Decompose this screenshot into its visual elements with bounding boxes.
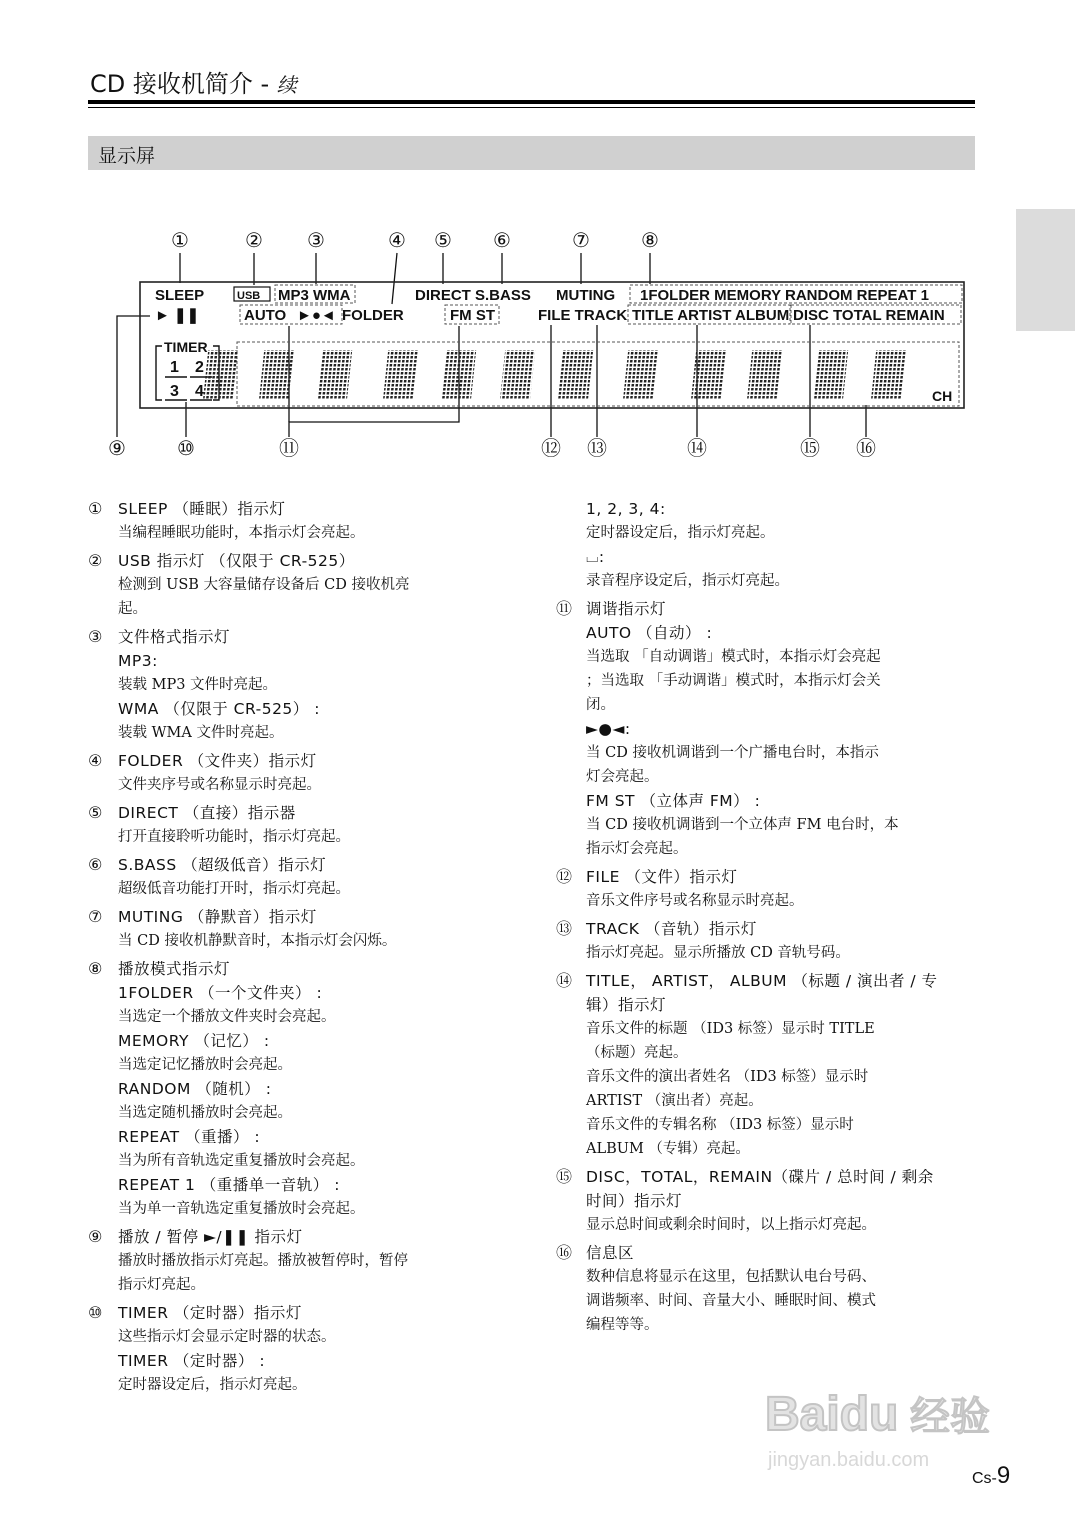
display-diagram xyxy=(0,0,1075,480)
item-title: DISC，TOTAL，REMAIN（碟片 / 总时间 / 剩余 xyxy=(586,1168,934,1186)
callout-6: ⑥ xyxy=(493,228,511,252)
item-number: ② xyxy=(88,551,103,570)
timer-block xyxy=(164,339,208,400)
item-text: 文件夹序号或名称显示时亮起。 xyxy=(118,777,321,793)
item-title-continued: 辑）指示灯 xyxy=(586,996,667,1014)
sub-item-title: ⌴: xyxy=(586,548,605,566)
list-item xyxy=(88,749,488,797)
item-title: TITLE， ARTIST， ALBUM （标题 / 演出者 / 专 xyxy=(586,972,938,990)
sub-item-text: 当为所有音轨选定重复播放时会亮起。 xyxy=(118,1153,365,1169)
sub-item-title: REPEAT 1 （重播单一音轨） : xyxy=(118,1176,340,1194)
item-text: 播放时播放指示灯亮起。播放被暂停时，暂停 xyxy=(118,1253,408,1269)
sub-item-text: 定时器设定后，指示灯亮起。 xyxy=(586,525,775,541)
item-text: 检测到 USB 大容量储存设备后 CD 接收机亮 xyxy=(118,577,410,593)
item-number: ⑩ xyxy=(88,1303,103,1322)
item-title: 播放 / 暂停 ►/❚❚ 指示灯 xyxy=(118,1228,303,1246)
sub-item-text: 灯会亮起。 xyxy=(586,769,659,785)
item-text: 起。 xyxy=(118,601,147,617)
callout-7: ⑦ xyxy=(572,228,590,252)
item-text: （标题）亮起。 xyxy=(586,1045,688,1061)
list-item xyxy=(556,865,976,913)
callout-2: ② xyxy=(245,228,263,252)
item-text: 这些指示灯会显示定时器的状态。 xyxy=(118,1329,336,1345)
item-title: DIRECT （直接）指示器 xyxy=(118,804,296,822)
item-text: 音乐文件的标题 （ID3 标签）显示时 TITLE xyxy=(586,1021,875,1037)
sub-item-title: RANDOM （随机） : xyxy=(118,1080,272,1098)
callout-10: ⑩ xyxy=(177,436,195,460)
item-text: 音乐文件序号或名称显示时亮起。 xyxy=(586,893,804,909)
segment-digits xyxy=(203,350,906,400)
timer-3: 3 xyxy=(170,383,179,400)
usb-label: USB xyxy=(237,290,261,302)
item-title: TIMER （定时器）指示灯 xyxy=(118,1304,302,1322)
list-item xyxy=(88,625,488,745)
sub-item-text: 指示灯会亮起。 xyxy=(586,841,688,857)
callout-12: ⑫ xyxy=(541,436,561,460)
item-text: ARTIST （演出者）亮起。 xyxy=(586,1093,763,1109)
item-number: ⑨ xyxy=(88,1227,103,1246)
callout-1: ① xyxy=(171,228,189,252)
sleep-label: SLEEP xyxy=(155,287,205,304)
callout-16: ⑯ xyxy=(856,436,876,460)
callout-11: ⑪ xyxy=(279,436,299,460)
item-number: ⑤ xyxy=(88,803,103,822)
page-num: 9 xyxy=(996,1462,1011,1489)
item-title: 播放模式指示灯 xyxy=(118,960,231,978)
list-item xyxy=(556,1241,976,1337)
item-title: TRACK （音轨）指示灯 xyxy=(586,920,757,938)
tune-label: ►●◄ xyxy=(297,307,336,324)
callout-13: ⑬ xyxy=(587,436,607,460)
item-text: 打开直接聆听功能时，指示灯亮起。 xyxy=(118,829,350,845)
item-title: FILE （文件）指示灯 xyxy=(586,868,738,886)
sub-item-text: 当 CD 接收机调谐到一个广播电台时，本指示 xyxy=(586,745,879,761)
fmst-label: FM ST xyxy=(450,307,495,324)
sub-item-text: 当 CD 接收机调谐到一个立体声 FM 电台时，本 xyxy=(586,817,899,833)
timer-4: 4 xyxy=(195,383,204,400)
spacer xyxy=(88,1397,488,1401)
item-title: 信息区 xyxy=(586,1244,635,1262)
item-number: ① xyxy=(88,499,103,518)
list-item xyxy=(88,905,488,953)
list-item xyxy=(556,917,976,965)
sub-item-text: 闭。 xyxy=(586,697,615,713)
disc-total-remain-label: DISC TOTAL REMAIN xyxy=(793,307,945,324)
callout-4: ④ xyxy=(388,228,406,252)
item-text: 显示总时间或剩余时间时，以上指示灯亮起。 xyxy=(586,1217,876,1233)
item-text: 指示灯亮起。 xyxy=(118,1277,205,1293)
watermark-brand: Baidu xyxy=(765,1388,899,1441)
mp3-wma-label: MP3 WMA xyxy=(278,287,351,304)
timer-2: 2 xyxy=(195,359,204,376)
item-number: ⑬ xyxy=(556,919,573,938)
item-text: 音乐文件的演出者姓名 （ID3 标签）显示时 xyxy=(586,1069,869,1085)
item-text: 当 CD 接收机静默音时，本指示灯会闪烁。 xyxy=(118,933,397,949)
page-prefix: Cs- xyxy=(972,1470,997,1487)
item-number: ⑪ xyxy=(556,599,573,618)
item-number: ⑦ xyxy=(88,907,103,926)
muting-label: MUTING xyxy=(556,287,616,304)
file-track-label: FILE TRACK xyxy=(538,307,628,324)
callout-3: ③ xyxy=(307,228,325,252)
sub-item-title: TIMER （定时器） : xyxy=(118,1352,266,1370)
list-item xyxy=(88,1301,488,1397)
auto-label: AUTO xyxy=(244,307,287,324)
direct-sbass-label: DIRECT S.BASS xyxy=(415,287,531,304)
modes-label: 1FOLDER MEMORY RANDOM REPEAT 1 xyxy=(640,287,929,304)
sub-item-text: ；当选取 「手动调谐」模式时，本指示灯会关 xyxy=(586,673,881,689)
list-item xyxy=(556,1165,976,1237)
title-artist-album-label: TITLE ARTIST ALBUM xyxy=(632,307,790,324)
header-separator: - xyxy=(252,70,277,98)
list-item xyxy=(88,549,488,621)
sub-item-text: 当选取 「自动调谐」模式时，本指示灯会亮起 xyxy=(586,649,881,665)
item-text: 音乐文件的专辑名称 （ID3 标签）显示时 xyxy=(586,1117,854,1133)
list-item xyxy=(556,597,976,861)
callout-8: ⑧ xyxy=(641,228,659,252)
play-pause-label: ► ❚❚ xyxy=(155,307,200,324)
item-title: SLEEP （睡眠）指示灯 xyxy=(118,500,286,518)
list-item xyxy=(556,497,976,593)
page-number xyxy=(972,1462,1010,1490)
item-number: ④ xyxy=(88,751,103,770)
sub-item-text: 当选定一个播放文件夹时会亮起。 xyxy=(118,1009,336,1025)
sub-item-title: ►●◄: xyxy=(586,720,631,738)
item-number: ⑭ xyxy=(556,971,573,990)
section-title: 显示屏 xyxy=(98,145,156,167)
item-title: FOLDER （文件夹）指示灯 xyxy=(118,752,317,770)
header-continued: 续 xyxy=(276,73,297,97)
callout-14: ⑭ xyxy=(687,436,707,460)
item-text: ALBUM （专辑）亮起。 xyxy=(586,1141,750,1157)
folder-label: FOLDER xyxy=(342,307,404,324)
callout-15: ⑮ xyxy=(800,436,820,460)
item-text: 调谐频率、时间、音量大小、睡眠时间、模式 xyxy=(586,1293,876,1309)
sub-item-text: 当为单一音轨选定重复播放时会亮起。 xyxy=(118,1201,365,1217)
list-item xyxy=(88,497,488,545)
list-item xyxy=(88,957,488,1221)
item-title: MUTING （静默音）指示灯 xyxy=(118,908,317,926)
item-number: ⑫ xyxy=(556,867,573,886)
item-title: 文件格式指示灯 xyxy=(118,628,231,646)
item-title: 调谐指示灯 xyxy=(586,600,667,618)
item-title: USB 指示灯 （仅限于 CR-525） xyxy=(118,552,355,570)
list-item xyxy=(88,801,488,849)
item-number: ⑯ xyxy=(556,1243,573,1262)
spacer xyxy=(556,1337,976,1341)
sub-item-text: 定时器设定后，指示灯亮起。 xyxy=(118,1377,307,1393)
sub-item-title: MP3: xyxy=(118,652,158,670)
left-column xyxy=(88,497,488,1401)
item-number: ③ xyxy=(88,627,103,646)
header-title: CD 接收机简介 xyxy=(90,70,253,98)
sub-item-text: 装载 MP3 文件时亮起。 xyxy=(118,677,278,693)
item-text: 超级低音功能打开时，指示灯亮起。 xyxy=(118,881,350,897)
sub-item-text: 装载 WMA 文件时亮起。 xyxy=(118,725,284,741)
sub-item-text: 当选定随机播放时会亮起。 xyxy=(118,1105,292,1121)
callout-9: ⑨ xyxy=(108,436,126,460)
ch-label: CH xyxy=(932,388,953,404)
list-item xyxy=(556,969,976,1161)
watermark-cn: 经验 xyxy=(910,1394,990,1440)
item-number: ⑧ xyxy=(88,959,103,978)
sub-item-title: 1, 2, 3, 4: xyxy=(586,500,666,518)
item-text: 当编程睡眠功能时，本指示灯会亮起。 xyxy=(118,525,365,541)
item-title-continued: 时间）指示灯 xyxy=(586,1192,683,1210)
right-column xyxy=(556,497,976,1341)
sub-item-title: WMA （仅限于 CR-525） : xyxy=(118,700,320,718)
watermark-url: jingyan.baidu.com xyxy=(768,1449,930,1471)
item-text: 数种信息将显示在这里，包括默认电台号码、 xyxy=(586,1269,876,1285)
sub-item-title: 1FOLDER （一个文件夹） : xyxy=(118,984,323,1002)
item-title: S.BASS （超级低音）指示灯 xyxy=(118,856,327,874)
sub-item-text: 当选定记忆播放时会亮起。 xyxy=(118,1057,292,1073)
list-item xyxy=(88,1225,488,1297)
timer-1: 1 xyxy=(170,359,179,376)
list-item xyxy=(88,853,488,901)
sub-item-title: AUTO （自动） : xyxy=(586,624,713,642)
callout-5: ⑤ xyxy=(434,228,452,252)
sub-item-title: FM ST （立体声 FM） : xyxy=(586,792,761,810)
sub-item-title: REPEAT （重播） : xyxy=(118,1128,261,1146)
timer-label: TIMER xyxy=(164,339,208,355)
sub-item-title: MEMORY （记忆） : xyxy=(118,1032,270,1050)
item-text: 指示灯亮起。显示所播放 CD 音轨号码。 xyxy=(586,945,850,961)
sub-item-text: 录音程序设定后，指示灯亮起。 xyxy=(586,573,789,589)
item-number: ⑥ xyxy=(88,855,103,874)
item-text: 编程等等。 xyxy=(586,1317,659,1333)
item-number: ⑮ xyxy=(556,1167,573,1186)
